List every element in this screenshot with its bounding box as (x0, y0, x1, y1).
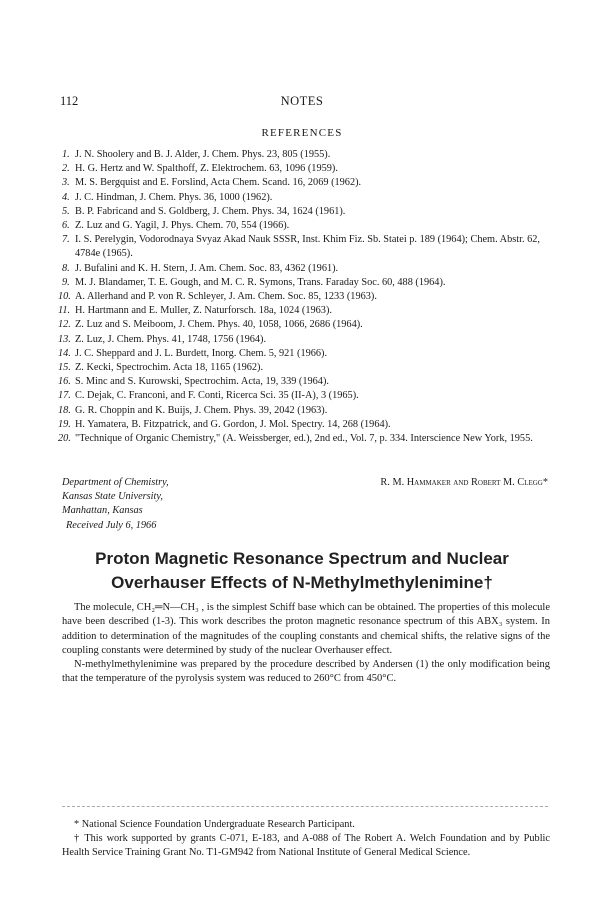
reference-number: 15. (58, 362, 71, 374)
reference-number: 1. (62, 149, 70, 160)
reference-text: J. C. Hindman, J. Chem. Phys. 36, 1000 (1962). (75, 191, 273, 203)
reference-item (62, 191, 548, 205)
body-paragraph: N-methylmethylenimine was prepared by the procedure described by Andersen (1) the only modification being that the temperature of the pyrolysis system was reduced to 260°C from 450°C. (62, 659, 550, 685)
institution (62, 476, 169, 533)
reference-text: B. P. Fabricand and S. Goldberg, J. Chem. Phys. 34, 1624 (1961). (75, 205, 346, 217)
footnotes (62, 818, 550, 861)
reference-number: 20. (58, 433, 71, 445)
reference-item (62, 162, 548, 176)
reference-number: 2. (62, 163, 70, 175)
reference-item (62, 262, 548, 276)
reference-number: 11. (58, 305, 71, 317)
reference-text: "Technique of Organic Chemistry," (A. Weissberger, ed.), 2nd ed., Vol. 7, p. 334. Interscience New York, 1955. (75, 433, 533, 445)
reference-text: M. J. Blandamer, T. E. Gough, and M. C. R. Symons, Trans. Faraday Soc. 60, 488 (1964). (75, 276, 446, 288)
reference-text: J. N. Shoolery and B. J. Alder, J. Chem. Phys. 23, 805 (1955). (75, 149, 331, 160)
reference-item (62, 205, 548, 219)
reference-number: 10. (58, 291, 71, 303)
reference-text: Z. Luz and S. Meiboom, J. Chem. Phys. 40, 1058, 1066, 2686 (1964). (75, 319, 363, 331)
section-title: NOTES (280, 94, 324, 108)
reference-item (58, 290, 548, 304)
reference-item (62, 176, 548, 190)
reference-item (58, 347, 548, 361)
reference-text: J. C. Sheppard and J. L. Burdett, Inorg. Chem. 5, 921 (1966). (75, 347, 328, 359)
reference-text: Z. Luz and G. Yagil, J. Phys. Chem. 70, 554 (1966). (75, 220, 290, 232)
article-title-line-2: Overhauser Effects of N-Methylmethylenimine† (111, 573, 493, 592)
authors: R. M. Hammaker and Robert M. Clegg* (380, 477, 548, 488)
reference-item (62, 233, 548, 261)
reference-item (62, 276, 548, 290)
reference-number: 17. (58, 390, 71, 402)
reference-text: H. G. Hertz and W. Spalthoff, Z. Elektrochem. 63, 1096 (1959). (75, 163, 338, 175)
reference-number: 6. (62, 220, 70, 232)
reference-number: 7. (62, 234, 70, 246)
reference-text: J. Bufalini and K. H. Stern, J. Am. Chem. Soc. 83, 4362 (1961). (75, 262, 339, 274)
reference-text: I. S. Perelygin, Vodorodnaya Svyaz Akad Nauk SSSR, Inst. Khim Fiz. Sb. Statei p. 189 (1964); Chem. Abstr. 62, 4784e (1965). (75, 234, 540, 260)
reference-number: 8. (62, 262, 70, 274)
body-paragraph: The molecule, CH₂═N—CH₃ , is the simplest Schiff base which can be obtained. The properties of this molecule have been described (1-3). This work describes the proton magnetic resonance spectrum of this ABX₃ system. In addition to determination of the magnitudes of the coupling constants and chemical shifts, the relative signs of the coupling constants were determined by study of the nuclear Overhauser effect. (62, 602, 550, 656)
footnote: † This work supported by grants C-071, E-183, and A-088 of The Robert A. Welch Foundation and by Public Health Service Training Grant No. T1-GM942 from National Institute of General Medical Science. (62, 833, 550, 859)
reference-item (58, 318, 548, 332)
reference-text: A. Allerhand and P. von R. Schleyer, J. Am. Chem. Soc. 85, 1233 (1963). (75, 291, 377, 303)
reference-number: 19. (58, 418, 71, 430)
university: Kansas State University, (62, 491, 163, 503)
reference-item (58, 333, 548, 347)
reference-number: 14. (58, 347, 71, 359)
reference-text: C. Dejak, C. Franconi, and F. Conti, Ricerca Sci. 35 (II-A), 3 (1965). (75, 390, 359, 402)
reference-text: S. Minc and S. Kurowski, Spectrochim. Acta, 19, 339 (1964). (75, 376, 329, 388)
footnote-divider (62, 806, 548, 807)
reference-item (58, 375, 548, 389)
article-body (62, 601, 550, 687)
reference-item (58, 404, 548, 418)
reference-text: Z. Kecki, Spectrochim. Acta 18, 1165 (1962). (75, 362, 264, 374)
reference-item (58, 361, 548, 375)
reference-number: 5. (62, 205, 70, 217)
reference-text: H. Yamatera, B. Fitzpatrick, and G. Gordon, J. Mol. Spectry. 14, 268 (1964). (75, 418, 391, 430)
reference-item (58, 432, 548, 446)
received-date: Received July 6, 1966 (66, 519, 157, 531)
reference-number: 9. (62, 276, 70, 288)
running-header (60, 94, 544, 110)
reference-item (58, 418, 548, 432)
reference-number: 3. (62, 177, 70, 189)
reference-text: Z. Luz, J. Chem. Phys. 41, 1748, 1756 (1964). (75, 333, 267, 345)
reference-item (62, 219, 548, 233)
city: Manhattan, Kansas (62, 505, 143, 517)
reference-text: M. S. Bergquist and E. Forslind, Acta Chem. Scand. 16, 2069 (1962). (75, 177, 362, 189)
page-number: 112 (60, 94, 79, 108)
department: Department of Chemistry, (62, 477, 169, 488)
reference-number: 16. (58, 376, 71, 388)
footnote: * National Science Foundation Undergraduate Research Participant. (74, 819, 355, 830)
reference-item (58, 389, 548, 403)
reference-number: 13. (58, 333, 71, 345)
reference-number: 18. (58, 404, 71, 416)
reference-item (62, 148, 548, 162)
article-title (0, 547, 604, 595)
article-title-line-1: Proton Magnetic Resonance Spectrum and Nuclear (95, 549, 509, 568)
reference-text: H. Hartmann and E. Muller, Z. Naturforsch. 18a, 1024 (1963). (75, 305, 332, 317)
reference-list (58, 148, 548, 446)
reference-item (58, 304, 548, 318)
reference-number: 12. (58, 319, 71, 331)
references-heading: REFERENCES (261, 127, 343, 139)
reference-number: 4. (62, 191, 70, 203)
reference-text: G. R. Choppin and K. Buijs, J. Chem. Phys. 39, 2042 (1963). (75, 404, 328, 416)
